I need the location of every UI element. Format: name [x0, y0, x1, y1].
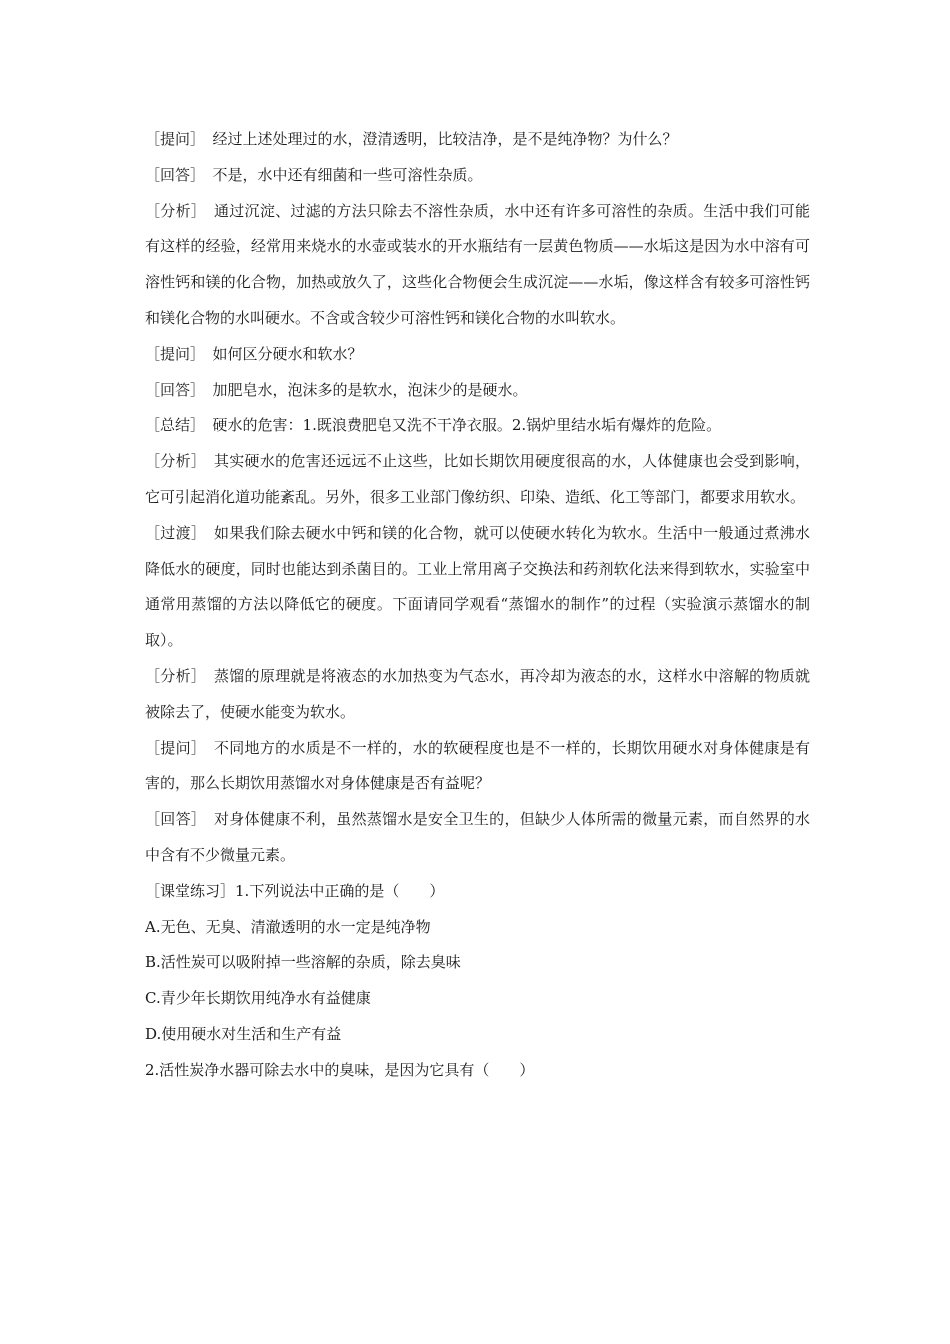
exercise-option-a: A.无色、无臭、清澈透明的水一定是纯净物 [145, 917, 431, 936]
paragraph-text: 通过沉淀、过滤的方法只除去不溶性杂质，水中还有许多可溶性的杂质。生活中我们可能有这样的经验，经常用来烧水的水壶或装水的开水瓶结有一层黄色物质——水垢这是因为水中溶有可溶性钙和镁的化合物，加热或放久了，这些化合物便会生成沉淀——水垢，像这样含有较多可溶性钙和镁化合物的水叫硬水。不含或含较少可溶性钙和镁化合物的水叫软水。 [145, 201, 810, 327]
paragraph-tag: ［回答］ [145, 165, 198, 184]
exercise-question-text: 1.下列说法中正确的是（ ） [235, 881, 445, 900]
paragraph-tag: ［分析］ [145, 452, 199, 471]
paragraph-answer-3 [145, 802, 810, 874]
paragraph-tag: ［过渡］ [145, 523, 199, 542]
paragraph-text: 对身体健康不利，虽然蒸馏水是安全卫生的，但缺少人体所需的微量元素，而自然界的水中含有不少微量元素。 [145, 810, 810, 864]
paragraph-text: 其实硬水的危害还远远不止这些，比如长期饮用硬度很高的水，人体健康也会受到影响，它可引起消化道功能紊乱。另外，很多工业部门像纺织、印染、造纸、化工等部门，都要求用软水。 [145, 452, 810, 506]
paragraph-text: 如何区分硬水和软水？ [212, 344, 363, 363]
paragraph-question-2 [145, 337, 810, 373]
paragraph-analysis-1 [145, 194, 810, 337]
paragraph-tag: ［回答］ [145, 810, 199, 829]
paragraph-tag: ［提问］ [145, 738, 199, 757]
paragraph-tag: ［回答］ [145, 380, 198, 399]
paragraph-answer-2 [145, 373, 810, 409]
paragraph-text: 如果我们除去硬水中钙和镁的化合物，就可以使硬水转化为软水。生活中一般通过煮沸水降低水的硬度，同时也能达到杀菌目的。工业上常用离子交换法和药剂软化法来得到软水，实验室中通常用蒸馏的方法以降低它的硬度。下面请同学观看“蒸馏水的制作”的过程（实验演示蒸馏水的制取）。 [145, 523, 810, 650]
exercise-option-c: C.青少年长期饮用纯净水有益健康 [145, 989, 371, 1008]
paragraph-analysis-2 [145, 444, 810, 516]
paragraph-tag: ［总结］ [145, 416, 198, 435]
exercise-question-1 [145, 874, 810, 910]
paragraph-answer-1 [145, 158, 810, 194]
paragraph-question-3 [145, 731, 810, 803]
paragraph-text: 不同地方的水质是不一样的，水的软硬程度也是不一样的，长期饮用硬水对身体健康是有害的，那么长期饮用蒸馏水对身体健康是否有益呢？ [145, 738, 810, 793]
paragraph-text: 不是，水中还有细菌和一些可溶性杂质。 [212, 165, 483, 184]
paragraph-tag: ［分析］ [145, 201, 199, 220]
paragraph-question-1 [145, 122, 810, 158]
paragraph-text: 蒸馏的原理就是将液态的水加热变为气态水，再冷却为液态的水，这样水中溶解的物质就被除去了，使硬水能变为软水。 [145, 666, 810, 721]
paragraph-transition [145, 516, 810, 659]
paragraph-text: 加肥皂水，泡沫多的是软水，泡沫少的是硬水。 [212, 380, 528, 399]
exercise-option-b: B.活性炭可以吸附掉一些溶解的杂质，除去臭味 [145, 953, 461, 972]
document-page [145, 122, 810, 1089]
exercise-question-2: 2.活性炭净水器可除去水中的臭味，是因为它具有（ ） [145, 1060, 535, 1079]
paragraph-analysis-3 [145, 659, 810, 731]
paragraph-tag: ［分析］ [145, 666, 199, 685]
paragraph-text: 硬水的危害：1.既浪费肥皂又洗不干净衣服。2.锅炉里结水垢有爆炸的危险。 [212, 416, 722, 435]
paragraph-tag: ［提问］ [145, 130, 198, 148]
paragraph-text: 经过上述处理过的水，澄清透明，比较洁净，是不是纯净物？为什么？ [212, 130, 678, 148]
exercise-option-d: D.使用硬水对生活和生产有益 [145, 1024, 342, 1043]
paragraph-tag: ［提问］ [145, 344, 198, 363]
exercise-tag: ［课堂练习］ [145, 881, 236, 900]
paragraph-summary [145, 408, 810, 444]
